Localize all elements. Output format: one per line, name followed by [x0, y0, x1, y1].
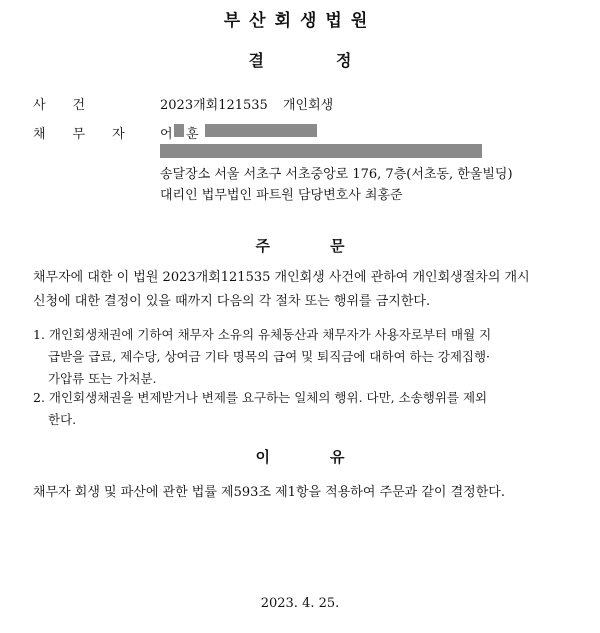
debtor-label: 채무자	[33, 127, 152, 142]
debtor-name-first: 어	[160, 127, 173, 142]
order-intro-line: 신청에 대한 결정이 있을 때까지 다음의 각 절차 또는 행위를 금지한다.	[33, 294, 431, 309]
court-name: 부산회생법원	[223, 11, 377, 31]
representative: 대리인 법무법인 파트원 담당변호사 최홍준	[160, 188, 403, 203]
service-address: 송달장소 서울 서초구 서초중앙로 176, 7층(서초동, 한울빌딩)	[160, 167, 513, 182]
debtor-name-last: 훈	[186, 127, 199, 142]
redaction-block	[174, 124, 184, 137]
case-label: 사건	[33, 98, 113, 113]
case-number: 2023개회121535	[160, 98, 268, 113]
reason-heading: 이유	[255, 448, 405, 466]
order-item-line: 2. 개인회생채권을 변제받거나 변제를 요구하는 일체의 행위. 다만, 소송행위를 제외	[33, 390, 488, 405]
order-item-line: 한다.	[48, 412, 77, 427]
redaction-block	[160, 144, 482, 158]
order-item-line: 가압류 또는 가처분.	[48, 371, 157, 386]
case-type: 개인회생	[283, 98, 334, 113]
order-heading: 주문	[255, 237, 405, 255]
order-item-line: 1. 개인회생채권에 기하여 채무자 소유의 유체동산과 채무자가 사용자로부터 매월 지	[33, 327, 492, 342]
redaction-block	[205, 124, 317, 137]
decision-date: 2023. 4. 25.	[260, 596, 340, 611]
document-title: 결정	[248, 51, 424, 70]
order-item-line: 급받을 급료, 제수당, 상여금 기타 명목의 급여 및 퇴직금에 대하여 하는 강제집행·	[48, 349, 491, 364]
order-intro-line: 채무자에 대한 이 법원 2023개회121535 개인회생 사건에 관하여 개인회생절차의 개시	[33, 270, 530, 285]
reason-text: 채무자 회생 및 파산에 관한 법률 제593조 제1항을 적용하여 주문과 같이 결정한다.	[33, 485, 505, 500]
